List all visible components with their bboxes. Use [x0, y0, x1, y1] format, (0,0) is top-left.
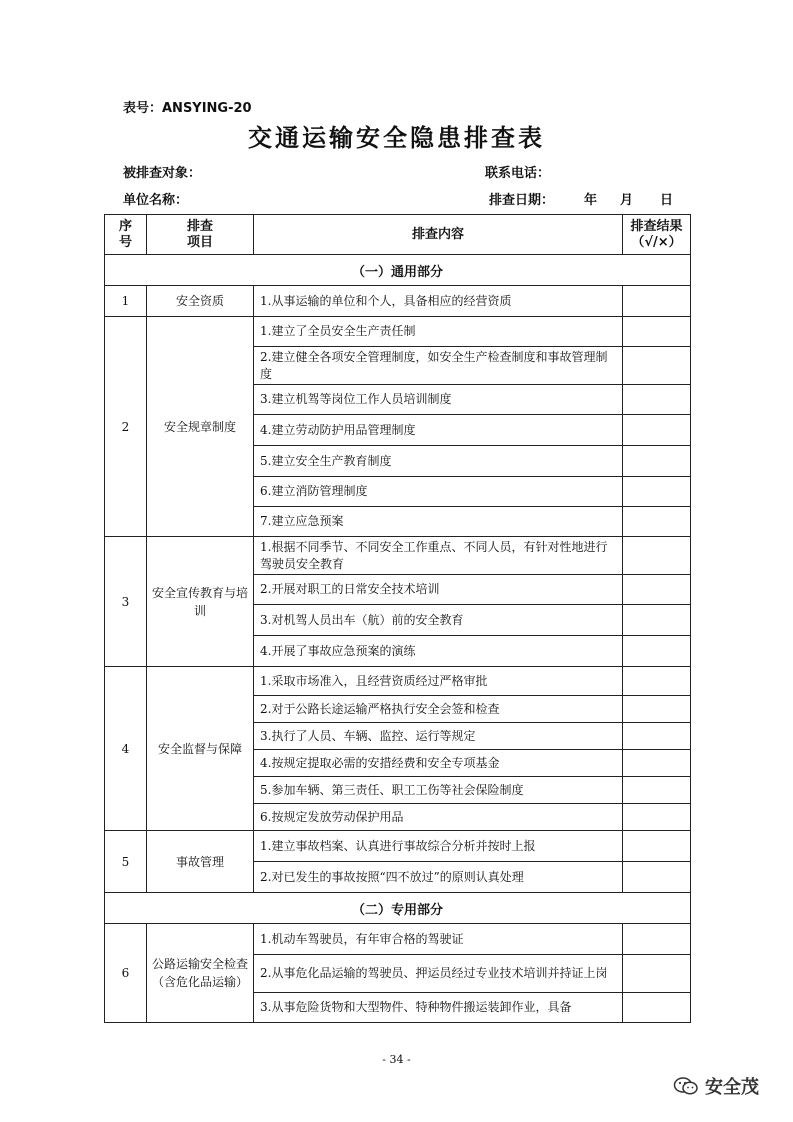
year-label: 年 — [584, 193, 598, 208]
result-cell[interactable] — [623, 575, 691, 605]
result-cell[interactable] — [623, 477, 691, 507]
result-cell[interactable] — [623, 831, 691, 862]
result-cell[interactable] — [623, 804, 691, 831]
watermark-text: 安全茂 — [705, 1077, 759, 1098]
result-cell[interactable] — [623, 924, 691, 955]
result-cell[interactable] — [623, 777, 691, 804]
result-cell[interactable] — [623, 385, 691, 415]
section-title: （二）专用部分 — [105, 893, 691, 924]
inspection-content: 6.建立消防管理制度 — [254, 477, 623, 507]
inspection-content: 2.开展对职工的日常安全技术培训 — [254, 575, 623, 605]
result-cell[interactable] — [623, 415, 691, 446]
result-cell[interactable] — [623, 605, 691, 636]
header-item: 排查 项目 — [147, 215, 254, 255]
row-number: 6 — [105, 924, 147, 1023]
inspection-item: 安全监督与保障 — [147, 667, 254, 831]
inspection-item: 公路运输安全检查（含危化品运输） — [147, 924, 254, 1023]
section-row — [105, 255, 691, 286]
page-number: - 34 - — [382, 1053, 411, 1066]
form-number: 表号：ANSYING-20 — [123, 101, 252, 116]
section-row — [105, 893, 691, 924]
page-title: 交通运输安全隐患排查表 — [248, 124, 545, 152]
result-cell[interactable] — [623, 286, 691, 317]
inspection-content: 2.对已发生的事故按照“四不放过”的原则认真处理 — [254, 862, 623, 893]
result-cell[interactable] — [623, 862, 691, 893]
date-label: 排查日期： — [489, 193, 555, 208]
result-cell[interactable] — [623, 993, 691, 1023]
target-label: 被排查对象： — [123, 166, 202, 181]
inspection-content: 2.建立健全各项安全管理制度，如安全生产检查制度和事故管理制度 — [254, 347, 623, 385]
inspection-content: 3.执行了人员、车辆、监控、运行等规定 — [254, 723, 623, 750]
inspection-content: 7.建立应急预案 — [254, 507, 623, 537]
inspection-item: 安全规章制度 — [147, 317, 254, 537]
inspection-content: 1.机动车驾驶员，有年审合格的驾驶证 — [254, 924, 623, 955]
watermark — [673, 1073, 759, 1099]
result-cell[interactable] — [623, 507, 691, 537]
inspection-content: 5.建立安全生产教育制度 — [254, 446, 623, 477]
result-cell[interactable] — [623, 696, 691, 723]
inspection-content: 6.按规定发放劳动保护用品 — [254, 804, 623, 831]
table-row — [105, 831, 691, 862]
result-cell[interactable] — [623, 750, 691, 777]
contact-label: 联系电话： — [485, 166, 551, 181]
day-label: 日 — [660, 193, 674, 208]
inspection-item: 安全宣传教育与培训 — [147, 537, 254, 667]
row-number: 5 — [105, 831, 147, 893]
inspection-content: 4.按规定提取必需的安措经费和安全专项基金 — [254, 750, 623, 777]
inspection-content: 1.根据不同季节、不同安全工作重点、不同人员，有针对性地进行驾驶员安全教育 — [254, 537, 623, 575]
header-result: 排查结果 （√/×） — [623, 215, 691, 255]
table-row — [105, 537, 691, 575]
inspection-content: 1.建立了全员安全生产责任制 — [254, 317, 623, 347]
result-cell[interactable] — [623, 667, 691, 696]
month-label: 月 — [620, 193, 634, 208]
inspection-content: 1.建立事故档案、认真进行事故综合分析并按时上报 — [254, 831, 623, 862]
row-number: 1 — [105, 286, 147, 317]
inspection-content: 2.对于公路长途运输严格执行安全会签和检查 — [254, 696, 623, 723]
inspection-content: 5.参加车辆、第三责任、职工工伤等社会保险制度 — [254, 777, 623, 804]
table-row — [105, 924, 691, 955]
result-cell[interactable] — [623, 955, 691, 993]
table-row — [105, 317, 691, 347]
inspection-item: 安全资质 — [147, 286, 254, 317]
header-num: 序 号 — [105, 215, 147, 255]
inspection-content: 3.对机驾人员出车（航）前的安全教育 — [254, 605, 623, 636]
row-number: 3 — [105, 537, 147, 667]
table-header-row — [105, 215, 691, 255]
header-content: 排查内容 — [254, 215, 623, 255]
result-cell[interactable] — [623, 537, 691, 575]
section-title: （一）通用部分 — [105, 255, 691, 286]
inspection-item: 事故管理 — [147, 831, 254, 893]
inspection-content: 3.建立机驾等岗位工作人员培训制度 — [254, 385, 623, 415]
inspection-content: 1.采取市场准入，且经营资质经过严格审批 — [254, 667, 623, 696]
inspection-content: 4.开展了事故应急预案的演练 — [254, 636, 623, 667]
table-row — [105, 667, 691, 696]
table-row — [105, 286, 691, 317]
inspection-content: 1.从事运输的单位和个人，具备相应的经营资质 — [254, 286, 623, 317]
result-cell[interactable] — [623, 723, 691, 750]
result-cell[interactable] — [623, 636, 691, 667]
result-cell[interactable] — [623, 446, 691, 477]
result-cell[interactable] — [623, 347, 691, 385]
inspection-content: 2.从事危化品运输的驾驶员、押运员经过专业技术培训并持证上岗 — [254, 955, 623, 993]
unit-label: 单位名称： — [123, 193, 189, 208]
inspection-content: 4.建立劳动防护用品管理制度 — [254, 415, 623, 446]
wechat-icon — [673, 1076, 699, 1096]
row-number: 2 — [105, 317, 147, 537]
inspection-content: 3.从事危险货物和大型物件、特种物件搬运装卸作业，具备 — [254, 993, 623, 1023]
result-cell[interactable] — [623, 317, 691, 347]
row-number: 4 — [105, 667, 147, 831]
inspection-table — [104, 214, 691, 1023]
